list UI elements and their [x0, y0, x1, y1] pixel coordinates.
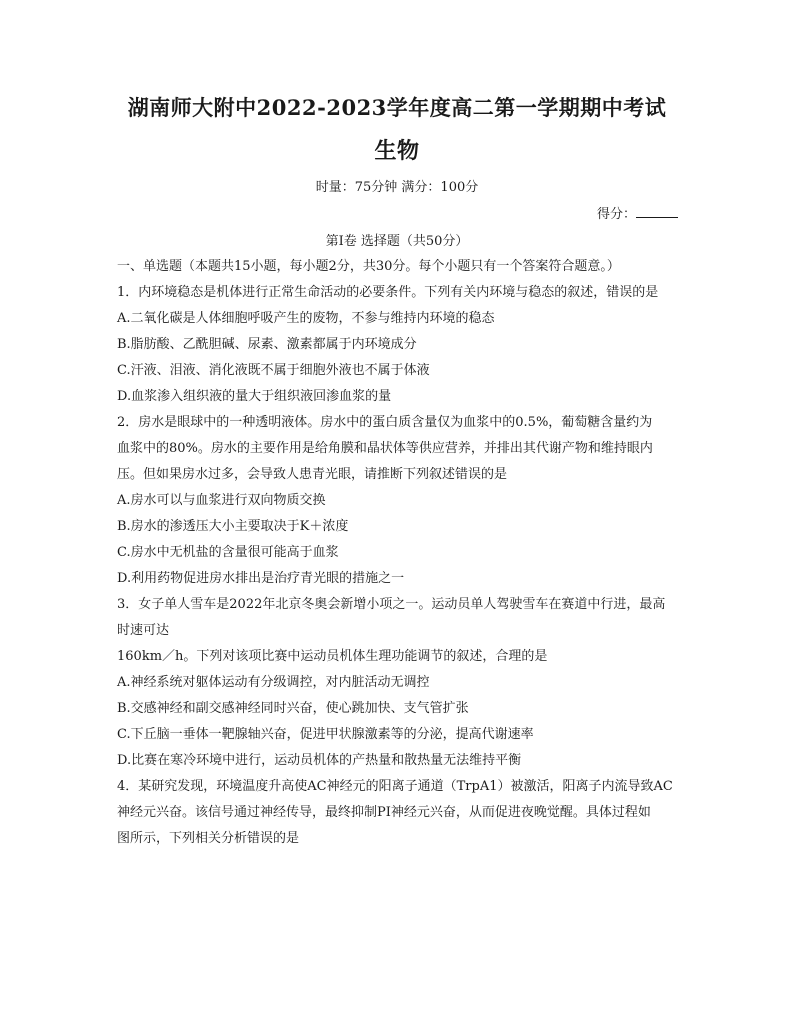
option-d: D.比赛在寒冷环境中进行，运动员机体的产热量和散热量无法维持平衡 — [117, 753, 522, 768]
part-instruction: 一、单选题（本题共15小题，每小题2分，共30分。每个小题只有一个答案符合题意。） — [117, 259, 620, 274]
score-field — [597, 203, 678, 222]
question-stem: 3．女子单人雪车是2022年北京冬奥会新增小项之一。运动员单人驾驶雪车在赛道中行进，最高 — [117, 597, 666, 612]
option-a: A.二氧化碳是人体细胞呼吸产生的废物，不参与维持内环境的稳态 — [117, 311, 495, 326]
exam-meta: 时量：75分钟 满分：100分 — [315, 180, 479, 195]
option-c: C.下丘脑一垂体一靶腺轴兴奋，促进甲状腺激素等的分泌，提高代谢速率 — [117, 727, 534, 742]
option-b: B.交感神经和副交感神经同时兴奋，使心跳加快、支气管扩张 — [117, 701, 469, 716]
question-body — [117, 254, 679, 852]
option-b: B.脂肪酸、乙酰胆碱、尿素、激素都属于内环境成分 — [117, 337, 417, 352]
question-2 — [117, 410, 679, 592]
question-1 — [117, 280, 679, 410]
question-4 — [117, 774, 679, 852]
question-stem: 压。但如果房水过多，会导致人患青光眼，请推断下列叙述错误的是 — [117, 467, 508, 482]
option-c: C.汗液、泪液、消化液既不属于细胞外液也不属于体液 — [117, 363, 430, 378]
question-stem: 时速可达 — [117, 623, 170, 638]
option-d: D.血浆渗入组织液的量大于组织液回渗血浆的量 — [117, 389, 392, 404]
score-blank — [636, 205, 678, 218]
subject-title: 生物 — [374, 138, 420, 164]
question-stem: 血浆中的80%。房水的主要作用是给角膜和晶状体等供应营养，并排出其代谢产物和维持眼内 — [117, 441, 653, 456]
option-b: B.房水的渗透压大小主要取决于K＋浓度 — [117, 519, 349, 534]
exam-title: 湖南师大附中2022-2023学年度高二第一学期期中考试 — [127, 95, 667, 120]
question-stem: 160km／h。下列对该项比赛中运动员机体生理功能调节的叙述，合理的是 — [117, 649, 548, 664]
question-stem: 2．房水是眼球中的一种透明液体。房水中的蛋白质含量仅为血浆中的0.5%，葡萄糖含量约为 — [117, 415, 653, 430]
question-stem: 神经元兴奋。该信号通过神经传导，最终抑制PI神经元兴奋，从而促进夜晚觉醒。具体过程如 — [117, 805, 651, 820]
question-stem: 1．内环境稳态是机体进行正常生命活动的必要条件。下列有关内环境与稳态的叙述，错误的是 — [117, 285, 659, 300]
question-3 — [117, 592, 679, 774]
option-c: C.房水中无机盐的含量很可能高于血浆 — [117, 545, 339, 560]
question-stem: 4．某研究发现，环境温度升高使AC神经元的阳离子通道（TrpA1）被激活，阳离子内流导致AC — [117, 779, 673, 794]
option-a: A.房水可以与血浆进行双向物质交换 — [117, 493, 326, 508]
option-d: D.利用药物促进房水排出是治疗青光眼的措施之一 — [117, 571, 405, 586]
question-stem: 图所示，下列相关分析错误的是 — [117, 831, 300, 846]
score-label: 得分： — [596, 207, 636, 222]
section-heading: 第Ⅰ卷 选择题（共50分） — [325, 234, 469, 249]
option-a: A.神经系统对躯体运动有分级调控，对内脏活动无调控 — [117, 675, 430, 690]
